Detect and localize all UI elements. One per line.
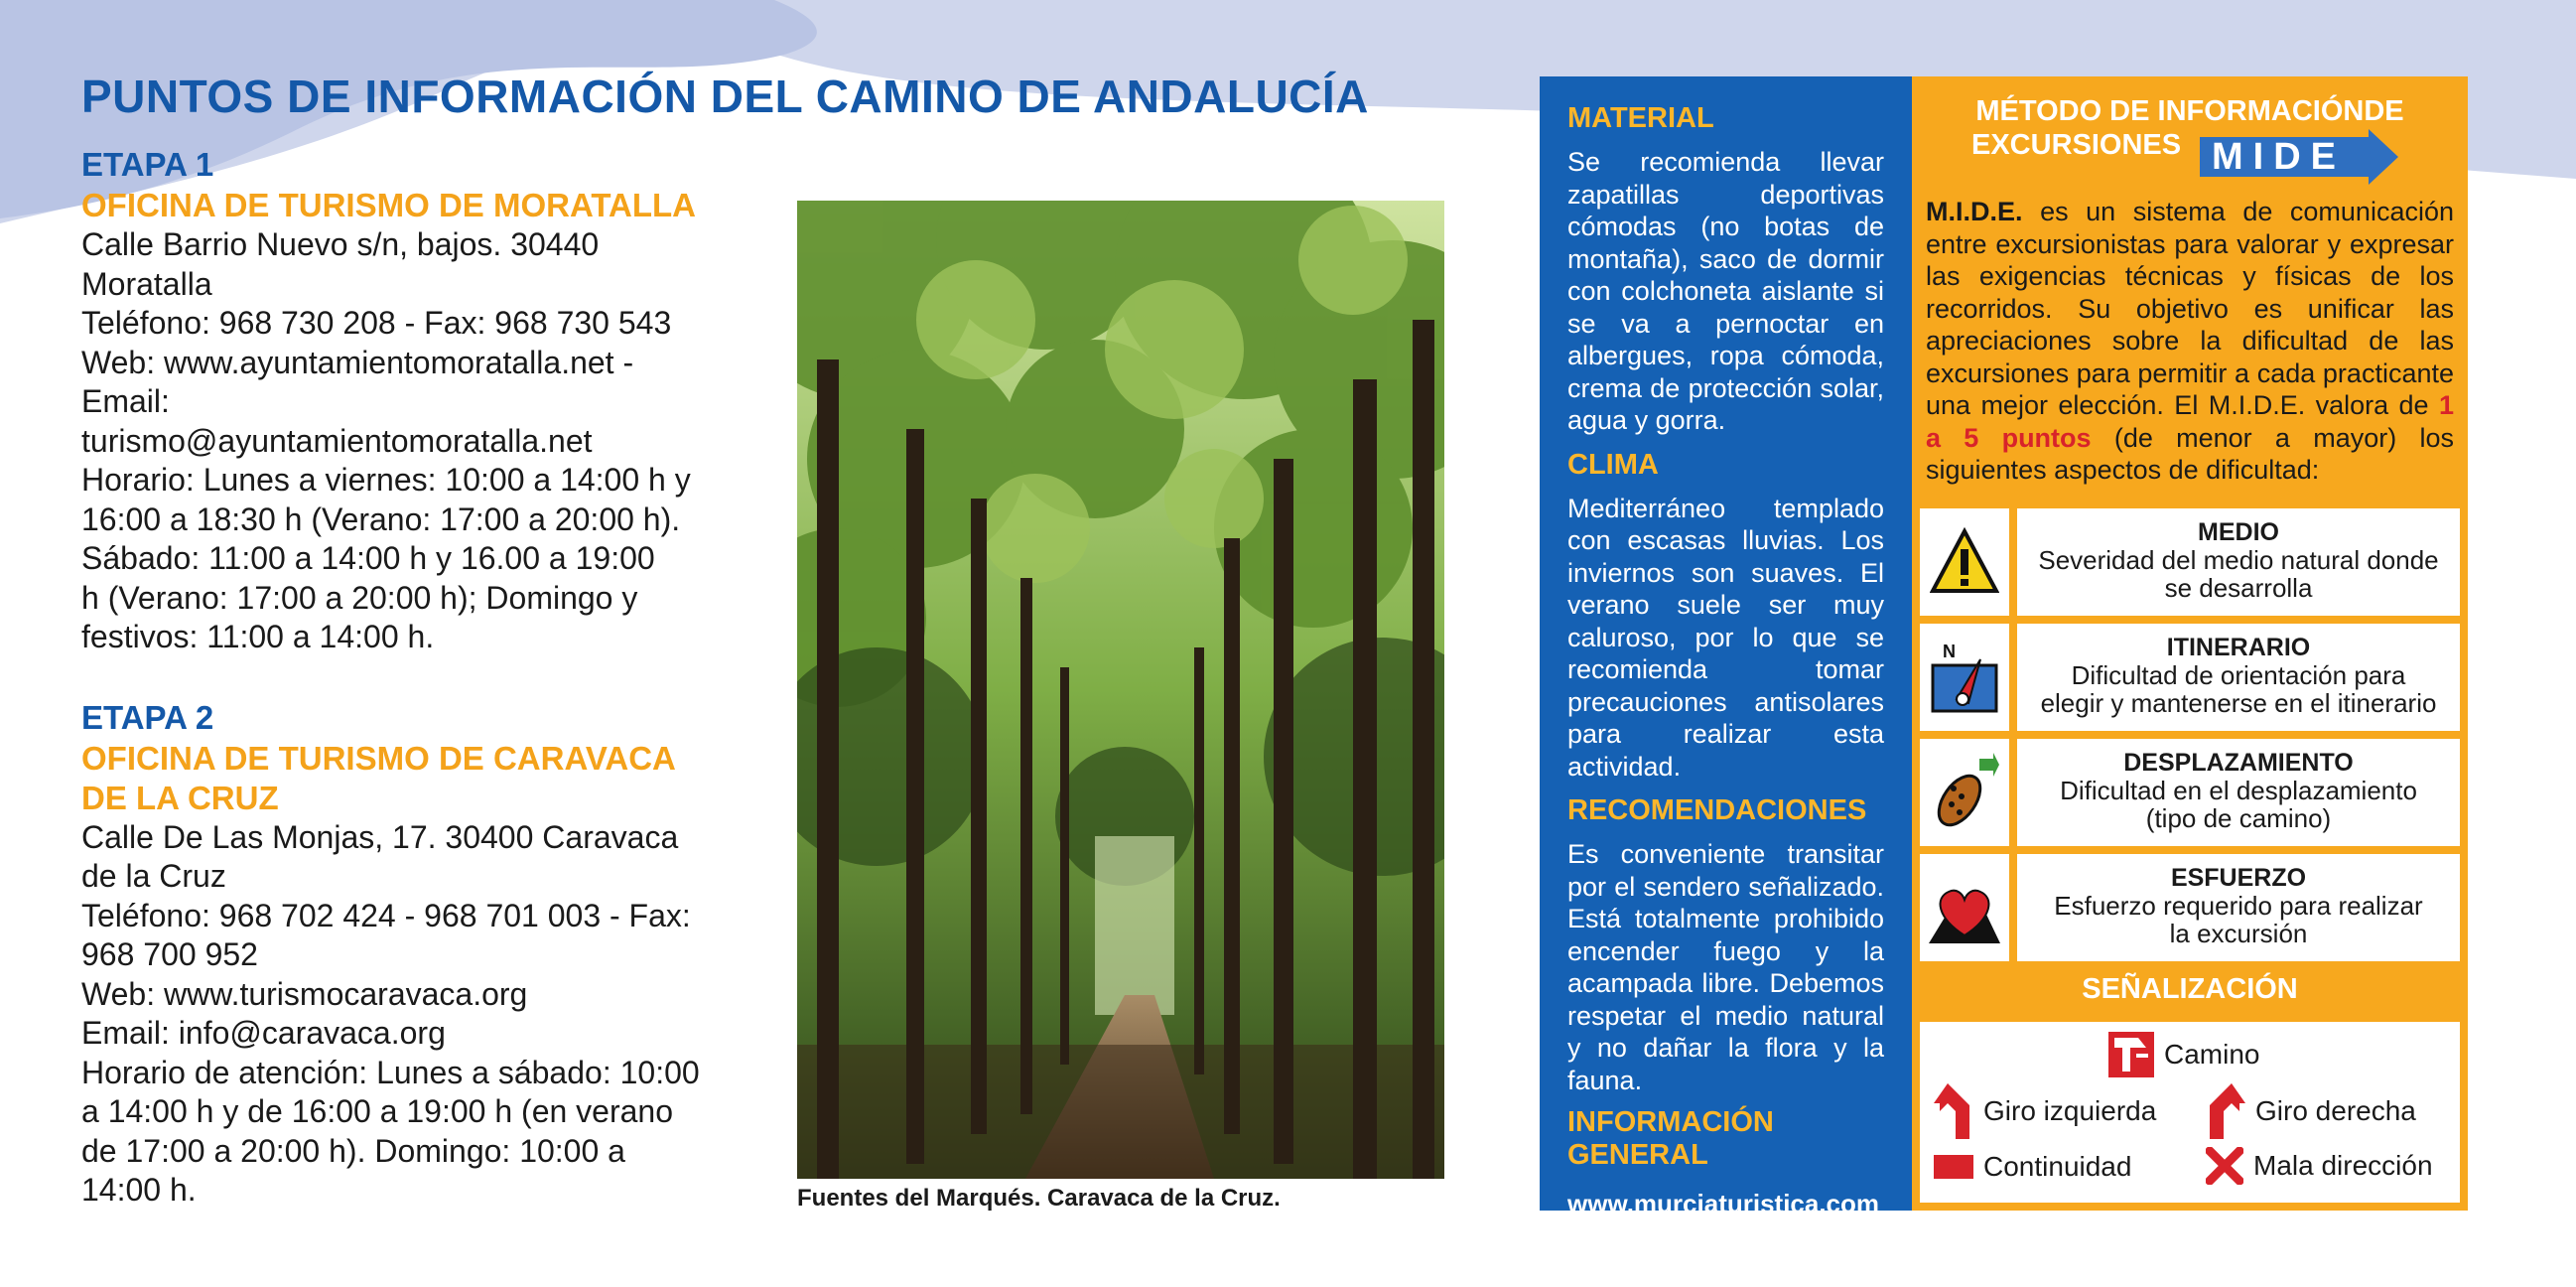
stage2-line: Teléfono: 968 702 424 - 968 701 003 - Fax:: [81, 897, 691, 933]
mide-title: MÉTODO DE INFORMACIÓNDE EXCURSIONES: [1971, 95, 2404, 161]
material-text: Se recomienda llevar zapatillas deportivas cómodas (no botas de montaña), saco de dormir con colchoneta aislante si se va a pernoctar en albergues, ropa cómoda, crema de protección solar, agua y gorra.: [1567, 147, 1884, 435]
aspect-desc: elegir y mantenerse en el itinerario: [2040, 688, 2437, 718]
turn-right-sign-icon: [2206, 1083, 2245, 1139]
recomendaciones-text: Es conveniente transitar por el sendero señalizado. Está totalmente prohibido encender fuego y la acampada libre. Debemos respetar el medio natural y no dañar la flora y la fauna.: [1567, 839, 1884, 1095]
stage2-office-line1: OFICINA DE TURISMO DE CARAVACA: [81, 739, 676, 777]
giro-derecha-label: Giro derecha: [2255, 1095, 2416, 1126]
stage2-details: [81, 818, 717, 1211]
clima-heading: CLIMA: [1567, 448, 1659, 481]
stage1-line: 16:00 a 18:30 h (Verano: 17:00 a 20:00 h).: [81, 500, 681, 537]
clima-text: Mediterráneo templado con escasas lluvias. Los inviernos son suaves. El verano suele ser muy caluroso, por lo que se recomienda tomar precauciones antisolares para realizar esta actividad.: [1567, 493, 1884, 782]
mala-direccion-label: Mala dirección: [2253, 1150, 2433, 1181]
murciaturistica-link[interactable]: www.murciaturistica.com: [1567, 1189, 1880, 1218]
stage1-label: ETAPA 1: [81, 146, 214, 183]
stage2-label: ETAPA 2: [81, 698, 214, 736]
stage1-line: Moratalla: [81, 265, 212, 302]
stage1-line: Horario: Lunes a viernes: 10:00 a 14:00 h y: [81, 462, 691, 498]
mide-description: M.I.D.E. es un sistema de comunicación entre excursionistas para valorar y expresar las exigencias técnicas y físicas de los recorridos. Su objetivo es unificar las apreciaciones sobre la dificultad de las excursiones para permitir a cada practicante una mejor elección. El M.I.D.E. valora de 1 a 5 puntos (de menor a mayor) los siguientes aspectos de dificultad:: [1926, 197, 2454, 485]
general-info-panel: [1540, 76, 1912, 1262]
signage-mala-direccion: [2206, 1147, 2433, 1185]
camino-label: Camino: [2164, 1039, 2260, 1070]
footprint-icon: [1920, 739, 2009, 846]
aspect-name: ITINERARIO: [2166, 634, 2311, 661]
stage2-line: a 14:00 h y de 16:00 a 19:00 h (en verano: [81, 1093, 674, 1129]
tree-path-photo: [797, 201, 1444, 1179]
mide-aspect-itinerario: [1920, 624, 2460, 731]
stage2-line: Web: www.turismocaravaca.org: [81, 975, 528, 1012]
information-points: [81, 144, 717, 1211]
stage1-details: [81, 225, 717, 657]
continuidad-label: Continuidad: [1983, 1151, 2132, 1182]
aspect-name: ESFUERZO: [2170, 864, 2307, 892]
material-heading: MATERIAL: [1567, 102, 1714, 134]
stage2-line: 968 700 952: [81, 936, 258, 972]
cam-link[interactable]: www.cam.es: [1567, 1232, 1722, 1262]
signage-giro-derecha: [2206, 1083, 2416, 1139]
stage2-line: Email: info@caravaca.org: [81, 1015, 446, 1051]
warning-icon: [1920, 508, 2009, 616]
stage2-line: Calle De Las Monjas, 17. 30400 Caravaca: [81, 818, 679, 855]
signage-title: SEÑALIZACIÓN: [2082, 973, 2298, 1005]
aspect-desc: la excursión: [2169, 919, 2308, 948]
recomendaciones-heading: RECOMENDACIONES: [1567, 794, 1867, 826]
info-general-heading: INFORMACIÓN GENERAL: [1567, 1106, 1774, 1171]
stage1-line: festivos: 11:00 a 14:00 h.: [81, 619, 435, 654]
stage1-line: Calle Barrio Nuevo s/n, bajos. 30440: [81, 226, 600, 262]
stage2-line: Horario de atención: Lunes a sábado: 10:00: [81, 1054, 700, 1090]
camino-sign-icon: [2108, 1032, 2154, 1077]
svg-text:MIDE: MIDE: [2212, 136, 2346, 178]
wrong-way-sign-icon: [2206, 1147, 2243, 1185]
mide-aspect-desplazamiento: [1920, 739, 2460, 846]
turn-left-sign-icon: [1934, 1083, 1973, 1139]
stage1-line: Teléfono: 968 730 208 - Fax: 968 730 543: [81, 305, 672, 341]
aspect-desc: Severidad del medio natural donde: [2038, 545, 2439, 575]
aspect-desc: Dificultad en el desplazamiento: [2060, 776, 2417, 805]
heart-icon: [1920, 854, 2009, 961]
stage2-office-line2: DE LA CRUZ: [81, 779, 279, 816]
giro-izquierda-label: Giro izquierda: [1983, 1095, 2157, 1126]
svg-text:N: N: [1943, 642, 1956, 661]
mide-aspect-medio: [1920, 508, 2460, 616]
stage1-office: OFICINA DE TURISMO DE MORATALLA: [81, 187, 697, 223]
aspect-desc: Esfuerzo requerido para realizar: [2054, 891, 2423, 921]
stage2-line: de la Cruz: [81, 858, 226, 894]
aspect-name: DESPLAZAMIENTO: [2123, 749, 2354, 777]
aspect-name: MEDIO: [2198, 518, 2279, 546]
aspect-desc: (tipo de camino): [2145, 803, 2332, 833]
signage-giro-izquierda: [1934, 1083, 2156, 1139]
signage-continuidad: [1934, 1151, 2131, 1183]
stage1-line: h (Verano: 17:00 a 20:00 h); Domingo y: [81, 579, 638, 616]
photo-caption: Fuentes del Marqués. Caravaca de la Cruz.: [797, 1185, 1281, 1212]
mide-panel: [1912, 76, 2468, 1211]
page-title: PUNTOS DE INFORMACIÓN DEL CAMINO DE ANDALUCÍA: [81, 71, 1369, 122]
signage-legend: [1920, 1022, 2460, 1203]
aspect-desc: se desarrolla: [2164, 573, 2313, 603]
signage-camino: [2108, 1032, 2259, 1077]
mide-logo: [2200, 129, 2398, 185]
stage1-line: Web: www.ayuntamientomoratalla.net - Email:: [81, 344, 634, 419]
stage1-line: Sábado: 11:00 a 14:00 h y 16.00 a 19:00: [81, 540, 655, 576]
stage2-line: de 17:00 a 20:00 h). Domingo: 10:00 a: [81, 1132, 625, 1169]
mide-aspect-esfuerzo: [1920, 854, 2460, 961]
continuity-sign-icon: [1934, 1155, 1973, 1179]
aspect-desc: Dificultad de orientación para: [2071, 660, 2406, 690]
stage2-line: 14:00 h.: [81, 1172, 197, 1208]
stage1-line: turismo@ayuntamientomoratalla.net: [81, 422, 593, 459]
compass-icon: [1920, 624, 2009, 731]
